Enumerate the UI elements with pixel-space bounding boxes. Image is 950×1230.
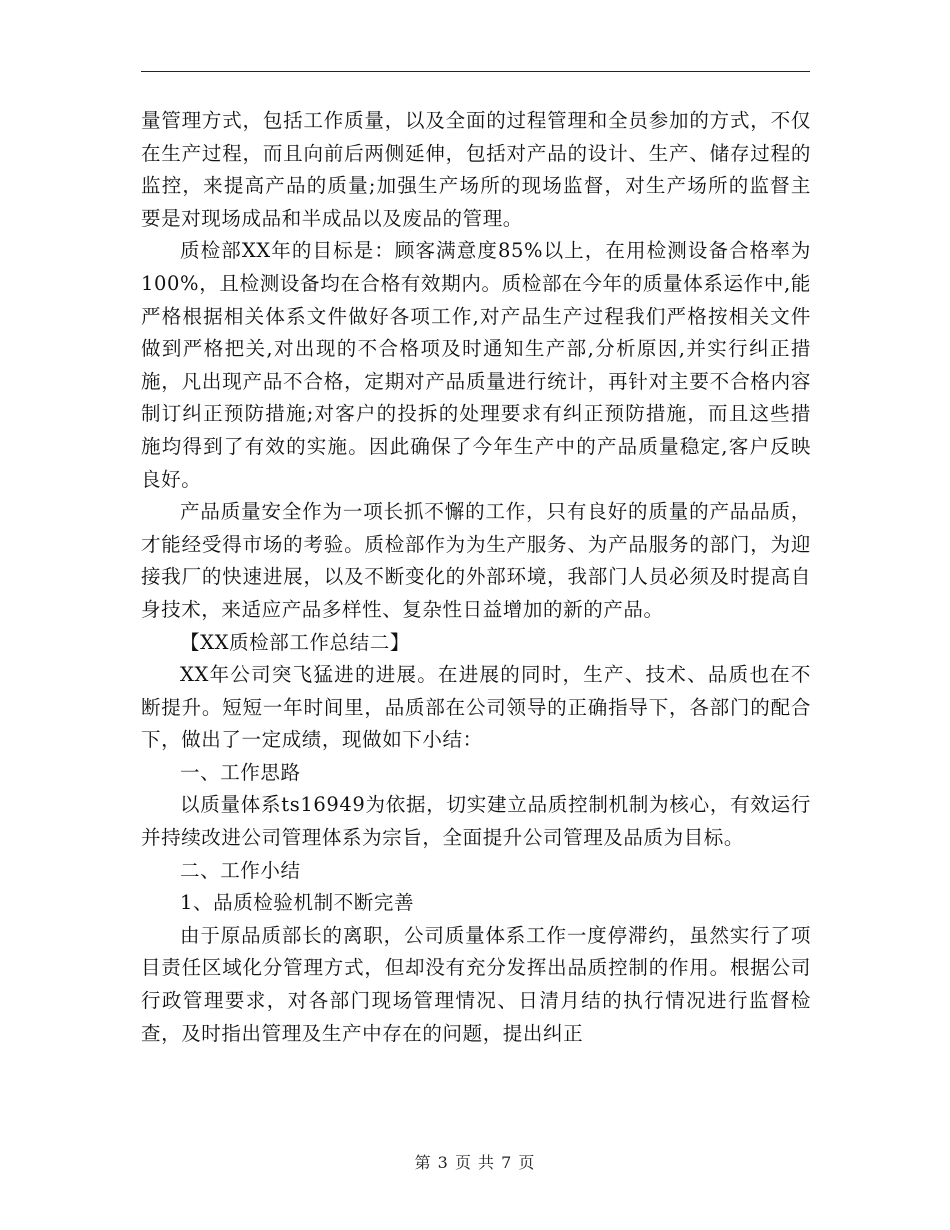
paragraph-annual-targets: 质检部XX年的目标是：顾客满意度85%以上，在用检测设备合格率为100%，且检测设备均在合格有效期内。质检部在今年的质量体系运作中,能严格根据相关体系文件做好各项工作,对产品生产过程我们严格按相关文件做到严格把关,对出现的不合格项及时通知生产部,分析原因,并实行纠正措施，凡出现产品不合格，定期对产品质量进行统计，再针对主要不合格内容制订纠正预防措施;对客户的投拆的处理要求有纠正预防措施，而且这些措施均得到了有效的实施。因此确保了今年生产中的产品质量稳定,客户反映良好。 (141, 239, 811, 491)
header-rule (141, 71, 810, 72)
section-heading-summary-two: 【XX质检部工作总结二】 (180, 630, 410, 654)
heading-inspection-mechanism: 1、品质检验机制不断完善 (180, 891, 415, 915)
document-body (141, 105, 811, 1050)
page-number-footer: 第 3 页 共 7 页 (414, 1153, 536, 1172)
paragraph-continuation: 量管理方式，包括工作质量，以及全面的过程管理和全员参加的方式，不仅在生产过程，而且向前后两侧延伸，包括对产品的设计、生产、储存过程的监控，来提高产品的质量;加强生产场所的现场监督，对生产场所的监督主要是对现场成品和半成品以及废品的管理。 (141, 109, 811, 230)
heading-work-summary: 二、工作小结 (180, 858, 301, 882)
paragraph-quality-safety: 产品质量安全作为一项长抓不懈的工作，只有良好的质量的产品品质，才能经受得市场的考验。质检部作为为生产服务、为产品服务的部门，为迎接我厂的快速进展，以及不断变化的外部环境，我部门人员必须及时提高自身技术，来适应产品多样性、复杂性日益增加的新的产品。 (141, 500, 811, 621)
paragraph-company-progress: XX年公司突飞猛进的进展。在进展的同时，生产、技术、品质也在不断提升。短短一年时间里，品质部在公司领导的正确指导下，各部门的配合下，做出了一定成绩，现做如下小结： (141, 663, 811, 752)
paragraph-work-approach: 以质量体系ts16949为依据，切实建立品质控制机制为核心，有效运行并持续改进公司管理体系为宗旨，全面提升公司管理及品质为目标。 (141, 793, 811, 850)
paragraph-inspection-mechanism: 由于原品质部长的离职，公司质量体系工作一度停滞约，虽然实行了项目责任区域化分管理方式，但却没有充分发挥出品质控制的作用。根据公司行政管理要求，对各部门现场管理情况、日清月结的执行情况进行监督检查，及时指出管理及生产中存在的问题，提出纠正 (141, 923, 811, 1045)
heading-work-approach: 一、工作思路 (180, 760, 301, 784)
